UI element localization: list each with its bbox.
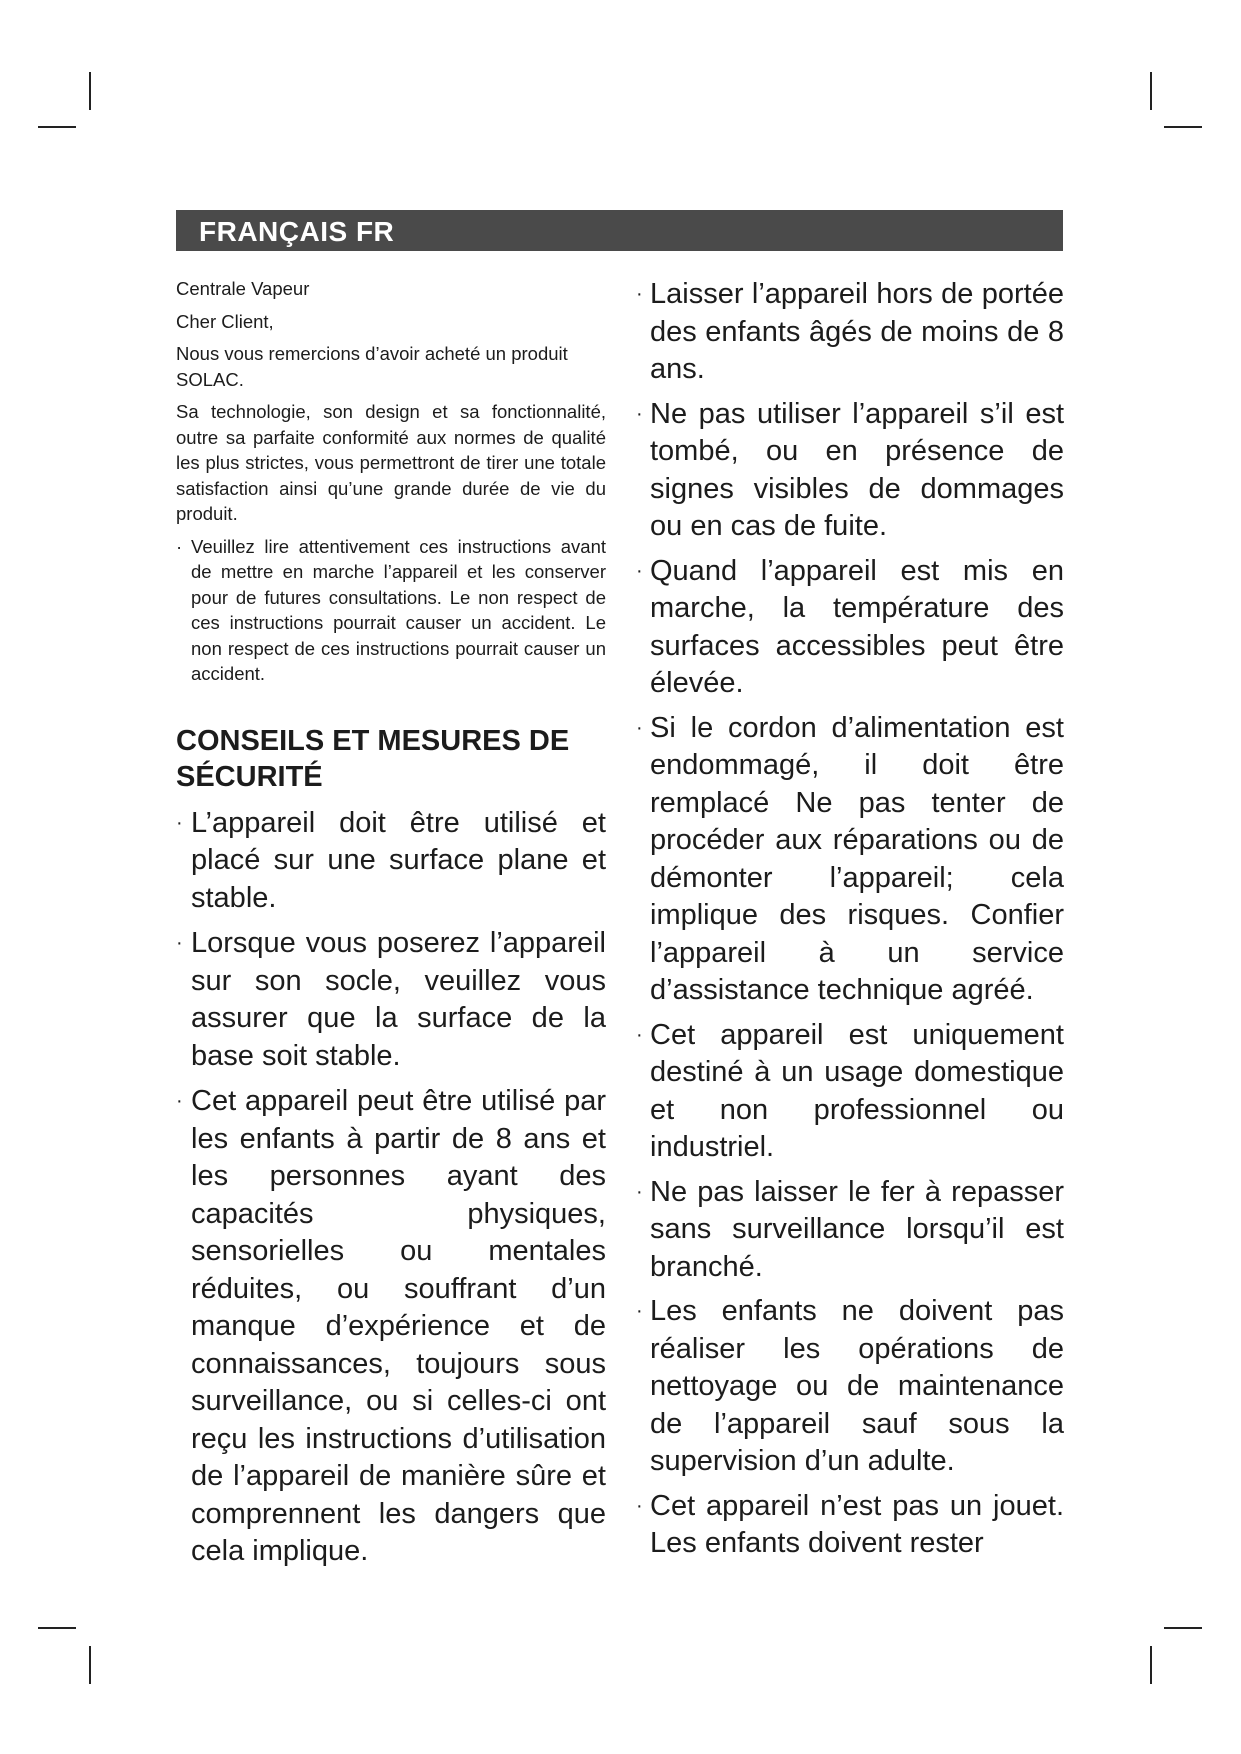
list-item [636, 553, 1064, 703]
language-header-bar [176, 210, 1063, 251]
list-item-text: Ne pas utiliser l’appareil s’il est tombé, ou en présence de signes visibles de dommages ou en cas de fuite. [650, 397, 1064, 542]
crop-mark-top-left-horizontal [38, 126, 76, 128]
crop-mark-bottom-left-vertical [89, 1646, 91, 1684]
bullet-dot: · [636, 402, 643, 425]
bullet-dot: · [636, 559, 643, 582]
bullet-dot: · [176, 932, 183, 954]
list-item [636, 1017, 1064, 1167]
bullet-dot: · [176, 1090, 183, 1112]
list-item-text: Lorsque vous poserez l’appareil sur son socle, veuillez vous assurer que la surface de la base soit stable. [191, 927, 606, 1072]
bullet-dot: · [636, 283, 643, 305]
list-item-text: Cet appareil est uniquement destiné à un usage domestique et non professionnel ou industriel. [650, 1018, 1064, 1163]
greeting: Cher Client, [176, 310, 274, 332]
list-item-text: Quand l’appareil est mis en marche, la température des surfaces accessibles peut être élevée. [650, 554, 1064, 699]
list-item-text: L’appareil doit être utilisé et placé sur une surface plane et stable. [191, 806, 606, 914]
right-column [636, 276, 1064, 1570]
bullet-dot: · [636, 1023, 643, 1046]
bullet-dot: · [636, 1494, 643, 1517]
list-item [636, 276, 1064, 389]
crop-mark-bottom-left-horizontal [38, 1627, 76, 1629]
list-item [636, 710, 1064, 1010]
crop-mark-top-left-vertical [89, 72, 91, 110]
list-item-text: Ne pas laisser le fer à repasser sans surveillance lorsqu’il est branché. [650, 1175, 1064, 1283]
list-item [176, 1083, 606, 1571]
crop-mark-bottom-right-vertical [1150, 1646, 1152, 1684]
crop-mark-top-right-vertical [1150, 72, 1152, 110]
thanks-paragraph: Nous vous remercions d’avoir acheté un produit SOLAC. [176, 343, 568, 390]
list-item [176, 805, 606, 918]
section-heading: CONSEILS ET MESURES DE SÉCURITÉ [176, 724, 570, 793]
list-item [636, 1174, 1064, 1287]
bullet-dot: · [176, 535, 183, 557]
list-item-text: Laisser l’appareil hors de portée des enfants âgés de moins de 8 ans. [650, 278, 1064, 385]
crop-mark-bottom-right-horizontal [1164, 1627, 1202, 1629]
list-item-text: Si le cordon d’alimentation est endommagé, il doit être remplacé Ne pas tenter de procéder aux réparations ou de démonter l’appareil; cela implique des risques. Confier l’appareil à un service d’assistance technique agréé. [650, 711, 1064, 1006]
bullet-dot: · [636, 716, 643, 739]
list-item [636, 396, 1064, 546]
crop-mark-top-right-horizontal [1164, 126, 1202, 128]
language-header-title: FRANÇAIS FR [199, 216, 395, 247]
bullet-dot: · [636, 1180, 643, 1203]
list-item-text: Les enfants ne doivent pas réaliser les opérations de nettoyage ou de maintenance de l’appareil sauf sous la supervision d’un adulte. [650, 1295, 1064, 1477]
bullet-dot: · [176, 811, 183, 834]
list-item-text: Cet appareil peut être utilisé par les enfants à partir de 8 ans et les personnes ayant des capacités physiques, sensorielles ou mentales réduites, ou souffrant d’un manque d’expérience et de connaissances, toujours sous surveillance, ou si celles-ci ont reçu les instructions d’utilisation de l’appareil de manière sûre et comprennent les dangers que cela implique. [191, 1085, 606, 1567]
read-instructions-bullet [176, 534, 606, 687]
list-item-text: Cet appareil n’est pas un jouet. Les enfants doivent rester [650, 1489, 1064, 1559]
list-item [636, 1293, 1064, 1481]
product-name: Centrale Vapeur [176, 278, 310, 299]
technology-paragraph: Sa technologie, son design et sa fonctionnalité, outre sa parfaite conformité aux normes de qualité les plus strictes, vous permettront de tirer une totale satisfaction ainsi qu’une grande durée de vie du produit. [176, 401, 606, 524]
list-item [176, 925, 606, 1075]
read-instructions-text: Veuillez lire attentivement ces instructions avant de mettre en marche l’appareil et les conserver pour de futures consultations. Le non respect de ces instructions pourrait causer un accident. Le non respect de ces instructions pourrait causer un accident. [191, 535, 606, 684]
list-item [636, 1488, 1064, 1563]
left-column [176, 276, 606, 1579]
bullet-dot: · [636, 1300, 643, 1322]
